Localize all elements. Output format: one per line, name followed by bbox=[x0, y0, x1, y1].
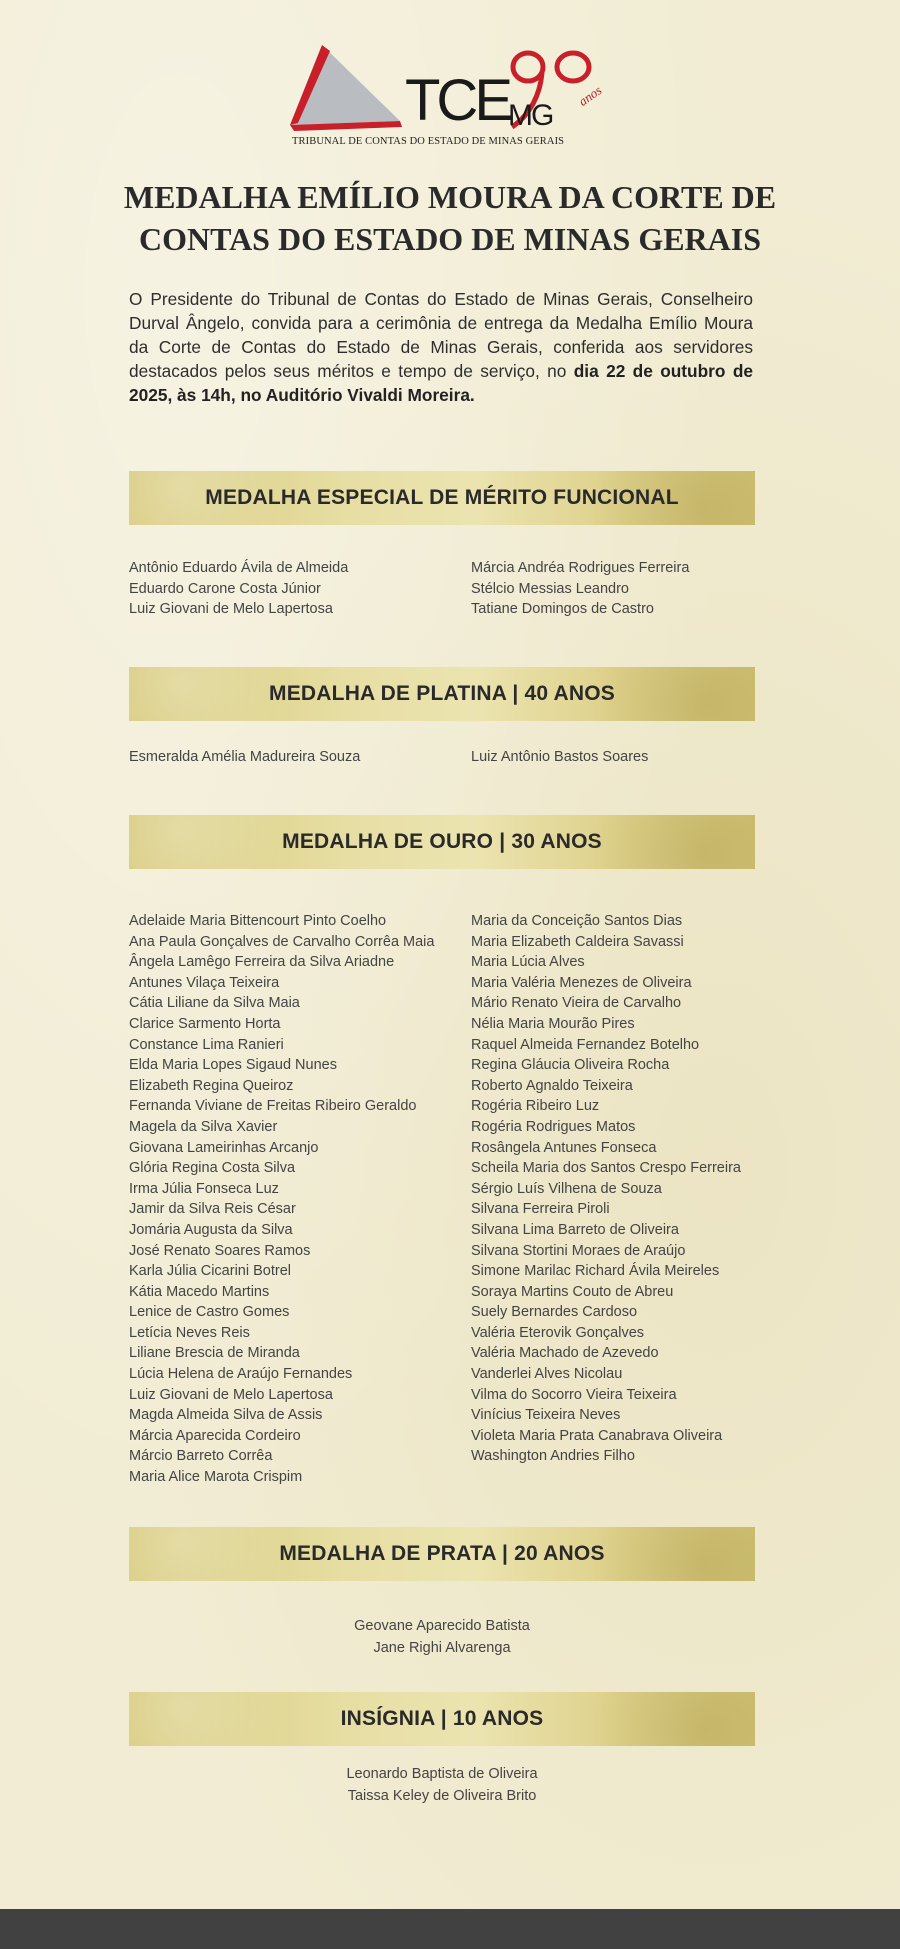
honoree-name: Lúcia Helena de Araújo Fernandes bbox=[129, 1366, 353, 1383]
honoree-name: Valéria Eterovik Gonçalves bbox=[471, 1324, 645, 1341]
page-title: MEDALHA EMÍLIO MOURA DA CORTE DE CONTAS DO ESTADO DE MINAS GERAIS bbox=[123, 179, 777, 257]
honoree-name: Eduardo Carone Costa Júnior bbox=[129, 580, 321, 597]
honoree-name: Violeta Maria Prata Canabrava Oliveira bbox=[471, 1427, 723, 1444]
honoree-name: Luiz Giovani de Melo Lapertosa bbox=[129, 601, 333, 618]
section-heading: MEDALHA DE PLATINA | 40 ANOS bbox=[269, 682, 615, 705]
honoree-name: Maria Valéria Menezes de Oliveira bbox=[471, 974, 692, 991]
honoree-name: Vilma do Socorro Vieira Teixeira bbox=[471, 1386, 677, 1403]
name-list-right bbox=[471, 747, 648, 768]
honoree-name: Silvana Lima Barreto de Oliveira bbox=[471, 1221, 679, 1238]
name-list-left bbox=[129, 558, 348, 620]
honoree-name: Simone Marilac Richard Ávila Meireles bbox=[471, 1263, 720, 1280]
honoree-name: Maria Alice Marota Crispim bbox=[129, 1469, 303, 1486]
honoree-name: Nélia Maria Mourão Pires bbox=[471, 1015, 635, 1032]
honoree-name: Letícia Neves Reis bbox=[129, 1324, 250, 1341]
honoree-name: Maria Elizabeth Caldeira Savassi bbox=[471, 933, 684, 950]
honoree-name: Taissa Keley de Oliveira Brito bbox=[347, 1787, 537, 1804]
section-banner-insignia bbox=[129, 1692, 755, 1746]
honoree-name: Mário Renato Vieira de Carvalho bbox=[471, 995, 682, 1012]
section-heading: MEDALHA DE OURO | 30 ANOS bbox=[282, 830, 602, 853]
honoree-name: Rogéria Rodrigues Matos bbox=[471, 1118, 636, 1135]
honoree-name: Vinícius Teixeira Neves bbox=[471, 1407, 621, 1424]
honoree-name: Jamir da Silva Reis César bbox=[129, 1201, 296, 1218]
honoree-name: Magda Almeida Silva de Assis bbox=[129, 1407, 323, 1424]
logo-brand: TCE bbox=[405, 68, 509, 133]
honoree-name: Antônio Eduardo Ávila de Almeida bbox=[129, 560, 349, 576]
honoree-name: Sérgio Luís Vilhena de Souza bbox=[471, 1180, 662, 1197]
honoree-name: Luiz Antônio Bastos Soares bbox=[471, 749, 649, 765]
honoree-name: Maria da Conceição Santos Dias bbox=[471, 913, 683, 929]
honoree-name: Jomária Augusta da Silva bbox=[129, 1221, 293, 1238]
logo-state: MG bbox=[508, 99, 553, 132]
honoree-name: Ângela Lamêgo Ferreira da Silva Ariadne bbox=[129, 954, 395, 971]
name-list-right bbox=[471, 558, 689, 620]
honoree-name: Regina Gláucia Oliveira Rocha bbox=[471, 1057, 670, 1074]
honoree-name: Stélcio Messias Leandro bbox=[471, 580, 629, 597]
invitation-body: O Presidente do Tribunal de Contas do Estado de Minas Gerais, Conselheiro Durval Ângelo, convida para a cerimônia de entrega da Medalha Emílio Moura da Corte de Contas do Estado de Minas Gerais, conferida aos servidores destacados pelos seus méritos e tempo de serviço, no bbox=[129, 289, 753, 381]
honoree-name: Irma Júlia Fonseca Luz bbox=[129, 1180, 279, 1197]
honoree-name: Glória Regina Costa Silva bbox=[129, 1160, 296, 1177]
honoree-name: Cátia Liliane da Silva Maia bbox=[129, 995, 300, 1012]
honoree-name: Maria Lúcia Alves bbox=[471, 954, 585, 971]
honoree-name: Giovana Lameirinhas Arcanjo bbox=[129, 1139, 319, 1156]
honoree-name: Rosângela Antunes Fonseca bbox=[471, 1139, 657, 1156]
honoree-name: Suely Bernardes Cardoso bbox=[471, 1304, 638, 1321]
honoree-name: Adelaide Maria Bittencourt Pinto Coelho bbox=[129, 913, 387, 929]
name-list-center bbox=[129, 1764, 755, 1807]
honoree-name: Silvana Stortini Moraes de Araújo bbox=[471, 1242, 686, 1259]
logo-subtitle: TRIBUNAL DE CONTAS DO ESTADO DE MINAS GERAIS bbox=[292, 136, 565, 147]
honoree-name: Fernanda Viviane de Freitas Ribeiro Geraldo bbox=[129, 1098, 417, 1115]
section-banner-platina bbox=[129, 667, 755, 721]
honoree-name: Roberto Agnaldo Teixeira bbox=[471, 1077, 633, 1094]
honoree-name: Antunes Vilaça Teixeira bbox=[129, 974, 280, 991]
footer-bar bbox=[0, 1909, 900, 1949]
invitation-text bbox=[129, 287, 753, 407]
invitation-date-location: dia 22 de outubro de 2025, às 14h, no Auditório Vivaldi Moreira. bbox=[129, 361, 753, 405]
name-list-center bbox=[129, 1616, 755, 1659]
honoree-name: Márcio Barreto Corrêa bbox=[129, 1448, 273, 1465]
name-list-left bbox=[129, 911, 434, 1488]
honoree-name: Scheila Maria dos Santos Crespo Ferreira bbox=[471, 1160, 741, 1177]
honoree-name: Raquel Almeida Fernandez Botelho bbox=[471, 1036, 700, 1053]
honoree-name: Vanderlei Alves Nicolau bbox=[471, 1366, 623, 1383]
section-heading: MEDALHA ESPECIAL DE MÉRITO FUNCIONAL bbox=[205, 486, 679, 509]
name-list-right bbox=[471, 911, 741, 1467]
honoree-name: Rogéria Ribeiro Luz bbox=[471, 1098, 600, 1115]
honoree-name: Elda Maria Lopes Sigaud Nunes bbox=[129, 1057, 337, 1074]
name-list-left bbox=[129, 747, 360, 768]
honoree-name: Magela da Silva Xavier bbox=[129, 1118, 278, 1135]
honoree-name: Kátia Macedo Martins bbox=[129, 1283, 270, 1300]
honoree-name: Valéria Machado de Azevedo bbox=[471, 1345, 659, 1362]
honoree-name: Jane Righi Alvarenga bbox=[373, 1639, 511, 1656]
honoree-name: Elizabeth Regina Queiroz bbox=[129, 1077, 294, 1094]
honoree-name: José Renato Soares Ramos bbox=[129, 1242, 311, 1259]
honoree-name: Karla Júlia Cicarini Botrel bbox=[129, 1263, 291, 1280]
honoree-name: Ana Paula Gonçalves de Carvalho Corrêa Maia bbox=[129, 933, 435, 950]
honoree-name: Luiz Giovani de Melo Lapertosa bbox=[129, 1386, 333, 1403]
honoree-name: Constance Lima Ranieri bbox=[129, 1036, 284, 1053]
honoree-name: Márcia Andréa Rodrigues Ferreira bbox=[471, 560, 690, 576]
honoree-name: Clarice Sarmento Horta bbox=[129, 1015, 281, 1032]
honoree-name: Washington Andries Filho bbox=[471, 1448, 635, 1465]
honoree-name: Esmeralda Amélia Madureira Souza bbox=[129, 749, 361, 765]
honoree-name: Tatiane Domingos de Castro bbox=[471, 601, 654, 618]
honoree-name: Soraya Martins Couto de Abreu bbox=[471, 1283, 674, 1300]
honoree-name: Geovane Aparecido Batista bbox=[354, 1618, 530, 1634]
section-banner-prata bbox=[129, 1527, 755, 1581]
logo-anniversary-label: anos bbox=[575, 82, 605, 109]
honoree-name: Márcia Aparecida Cordeiro bbox=[129, 1427, 301, 1444]
section-heading: INSÍGNIA | 10 ANOS bbox=[340, 1707, 544, 1730]
honoree-name: Lenice de Castro Gomes bbox=[129, 1304, 290, 1321]
section-heading: MEDALHA DE PRATA | 20 ANOS bbox=[279, 1542, 605, 1565]
section-banner-merito bbox=[129, 471, 755, 525]
honoree-name: Leonardo Baptista de Oliveira bbox=[346, 1766, 538, 1782]
honoree-name: Silvana Ferreira Piroli bbox=[471, 1201, 610, 1218]
honoree-name: Liliane Brescia de Miranda bbox=[129, 1345, 300, 1362]
section-banner-ouro bbox=[129, 815, 755, 869]
